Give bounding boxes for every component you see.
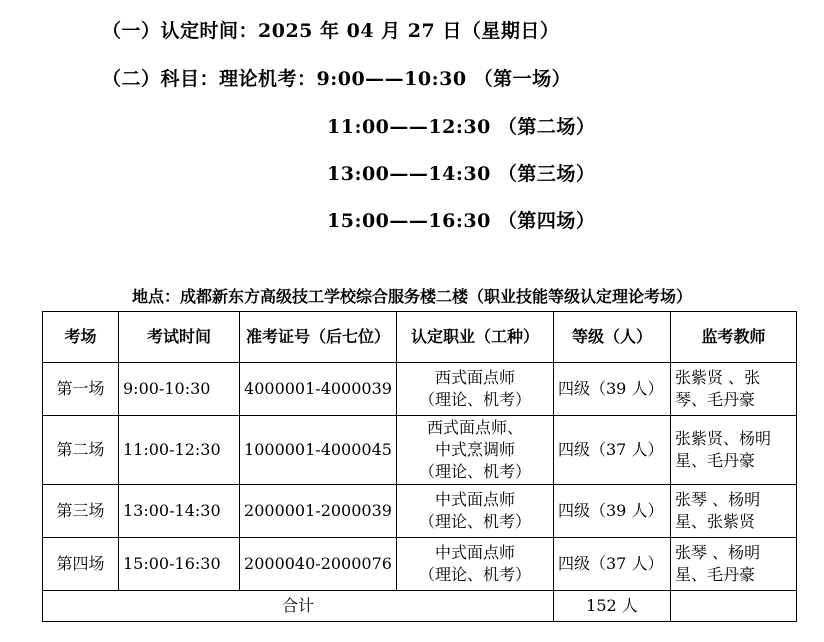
table-header-row (43, 312, 797, 363)
table-row (43, 538, 797, 591)
cell-time: 15:00-16:30 (119, 538, 240, 591)
total-label: 合计 (43, 591, 554, 622)
header-room: 考场 (43, 312, 119, 363)
location-title: 地点：成都新东方高级技工学校综合服务楼二楼（职业技能等级认定理论考场） (131, 287, 692, 306)
table-row (43, 363, 797, 416)
session-3-time: 13:00——14:30 （第三场） (327, 163, 596, 185)
cell-time: 13:00-14:30 (119, 485, 240, 538)
cell-teachers: 张琴 、杨明星、张紫贤 (671, 485, 797, 538)
cell-level: 四级（39 人） (554, 485, 671, 538)
cell-job: 西式面点师、 中式烹调师 （理论、机考） (397, 416, 554, 485)
session-2-time: 11:00——12:30 （第二场） (327, 116, 596, 138)
header-time: 考试时间 (119, 312, 240, 363)
header-teachers: 监考教师 (671, 312, 797, 363)
cell-level: 四级（37 人） (554, 416, 671, 485)
cell-ids: 1000001-4000045 (240, 416, 397, 485)
cell-level: 四级（39 人） (554, 363, 671, 416)
cell-teachers: 张紫贤 、张琴、毛丹豪 (671, 363, 797, 416)
exam-schedule-table (42, 311, 797, 622)
session-4-time: 15:00——16:30 （第四场） (327, 210, 596, 232)
cell-room: 第一场 (43, 363, 119, 416)
table-row (43, 485, 797, 538)
subject-line: （二）科目：理论机考：9:00——10:30 （第一场） (102, 68, 572, 90)
header-ids: 准考证号（后七位） (240, 312, 397, 363)
cell-ids: 2000001-2000039 (240, 485, 397, 538)
cell-ids: 4000001-4000039 (240, 363, 397, 416)
total-empty-cell (671, 591, 797, 622)
cell-room: 第二场 (43, 416, 119, 485)
cell-teachers: 张琴 、杨明星、毛丹豪 (671, 538, 797, 591)
cell-job: 中式面点师 （理论、机考） (397, 538, 554, 591)
exam-date-line: （一）认定时间：2025 年 04 月 27 日（星期日） (102, 20, 560, 42)
table-row (43, 416, 797, 485)
cell-level: 四级（37 人） (554, 538, 671, 591)
header-level: 等级（人） (554, 312, 671, 363)
cell-room: 第四场 (43, 538, 119, 591)
cell-ids: 2000040-2000076 (240, 538, 397, 591)
cell-job: 中式面点师 （理论、机考） (397, 485, 554, 538)
cell-time: 9:00-10:30 (119, 363, 240, 416)
total-row (43, 591, 797, 622)
cell-time: 11:00-12:30 (119, 416, 240, 485)
cell-job: 西式面点师 （理论、机考） (397, 363, 554, 416)
cell-room: 第三场 (43, 485, 119, 538)
total-value: 152 人 (554, 591, 671, 622)
cell-teachers: 张紫贤、杨明星、毛丹豪 (671, 416, 797, 485)
header-job: 认定职业（工种） (397, 312, 554, 363)
